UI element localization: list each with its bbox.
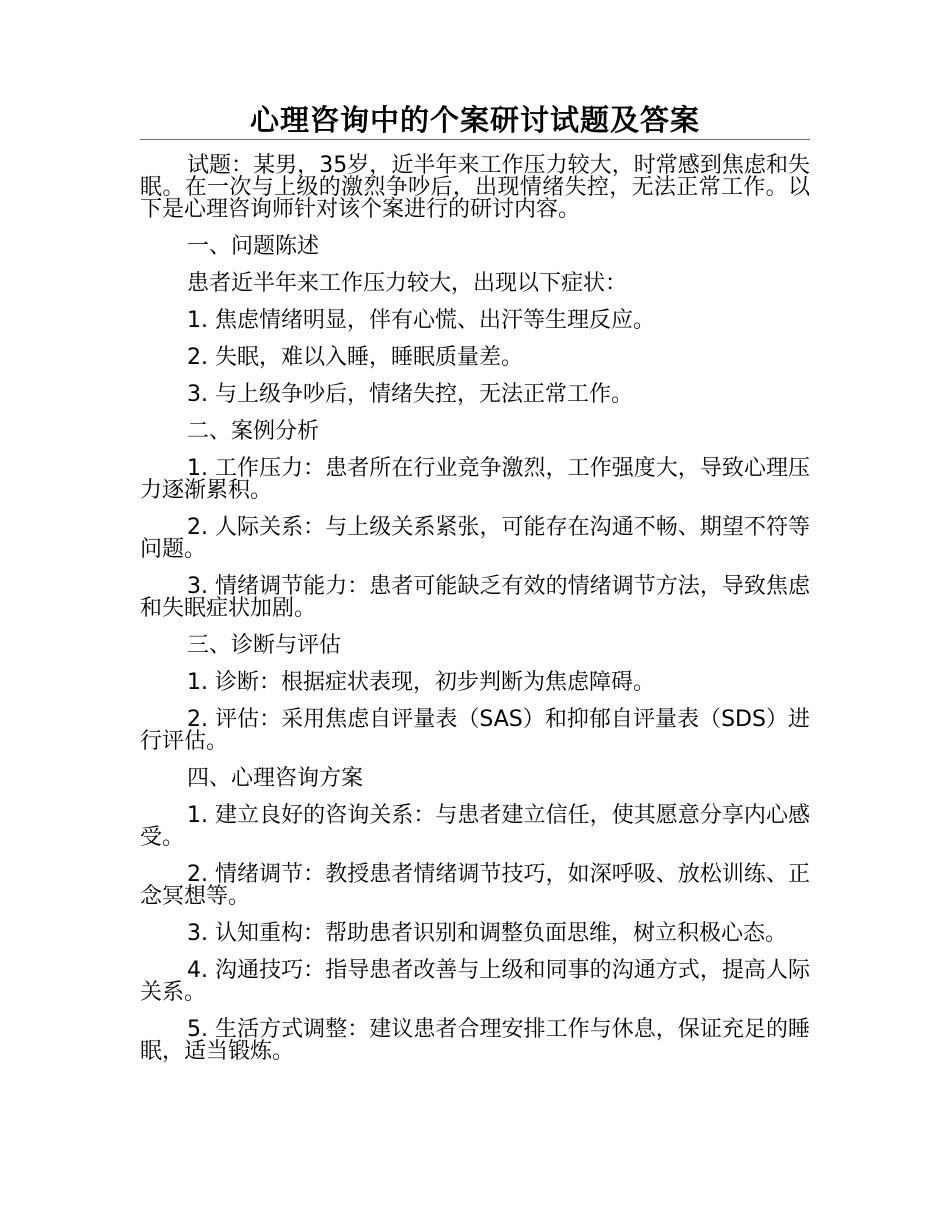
- list-item: 5. 生活方式调整：建议患者合理安排工作与休息，保证充足的睡眠，适当锻炼。: [140, 1017, 810, 1064]
- list-item: 2. 人际关系：与上级关系紧张，可能存在沟通不畅、期望不符等问题。: [140, 515, 810, 562]
- list-item: 3. 认知重构：帮助患者识别和调整负面思维，树立积极心态。: [187, 921, 787, 946]
- section-heading: 一、问题陈述: [187, 234, 320, 259]
- list-item: 4. 沟通技巧：指导患者改善与上级和同事的沟通方式，提高人际关系。: [140, 958, 810, 1005]
- title-underline: [140, 139, 810, 140]
- list-item: 1. 建立良好的咨询关系：与患者建立信任，使其愿意分享内心感受。: [140, 803, 810, 850]
- list-item: 3. 与上级争吵后，情绪失控，无法正常工作。: [187, 382, 633, 407]
- list-item: 1. 工作压力：患者所在行业竞争激烈，工作强度大，导致心理压力逐渐累积。: [140, 456, 810, 503]
- section-heading: 二、案例分析: [187, 419, 320, 444]
- section-heading: 四、心理咨询方案: [187, 766, 364, 791]
- list-item: 3. 情绪调节能力：患者可能缺乏有效的情绪调节方法，导致焦虑和失眠症状加剧。: [140, 574, 810, 621]
- question-paragraph: 试题：某男，35岁，近半年来工作压力较大，时常感到焦虑和失眠。在一次与上级的激烈争吵后，出现情绪失控，无法正常工作。以下是心理咨询师针对该个案进行的研讨内容。: [140, 153, 810, 222]
- document-body: [140, 155, 810, 1078]
- list-item: 1. 焦虑情绪明显，伴有心慌、出汗等生理反应。: [187, 308, 655, 333]
- body-paragraph: 患者近半年来工作压力较大，出现以下症状：: [187, 271, 628, 296]
- section-heading: 三、诊断与评估: [187, 633, 342, 658]
- list-item: 2. 评估：采用焦虑自评量表（SAS）和抑郁自评量表（SDS）进行评估。: [140, 707, 810, 754]
- list-item: 2. 失眠，难以入睡，睡眠质量差。: [187, 345, 523, 370]
- list-item: 2. 情绪调节：教授患者情绪调节技巧，如深呼吸、放松训练、正念冥想等。: [140, 862, 810, 909]
- list-item: 1. 诊断：根据症状表现，初步判断为焦虑障碍。: [187, 670, 655, 695]
- document-title: 心理咨询中的个案研讨试题及答案: [249, 103, 700, 137]
